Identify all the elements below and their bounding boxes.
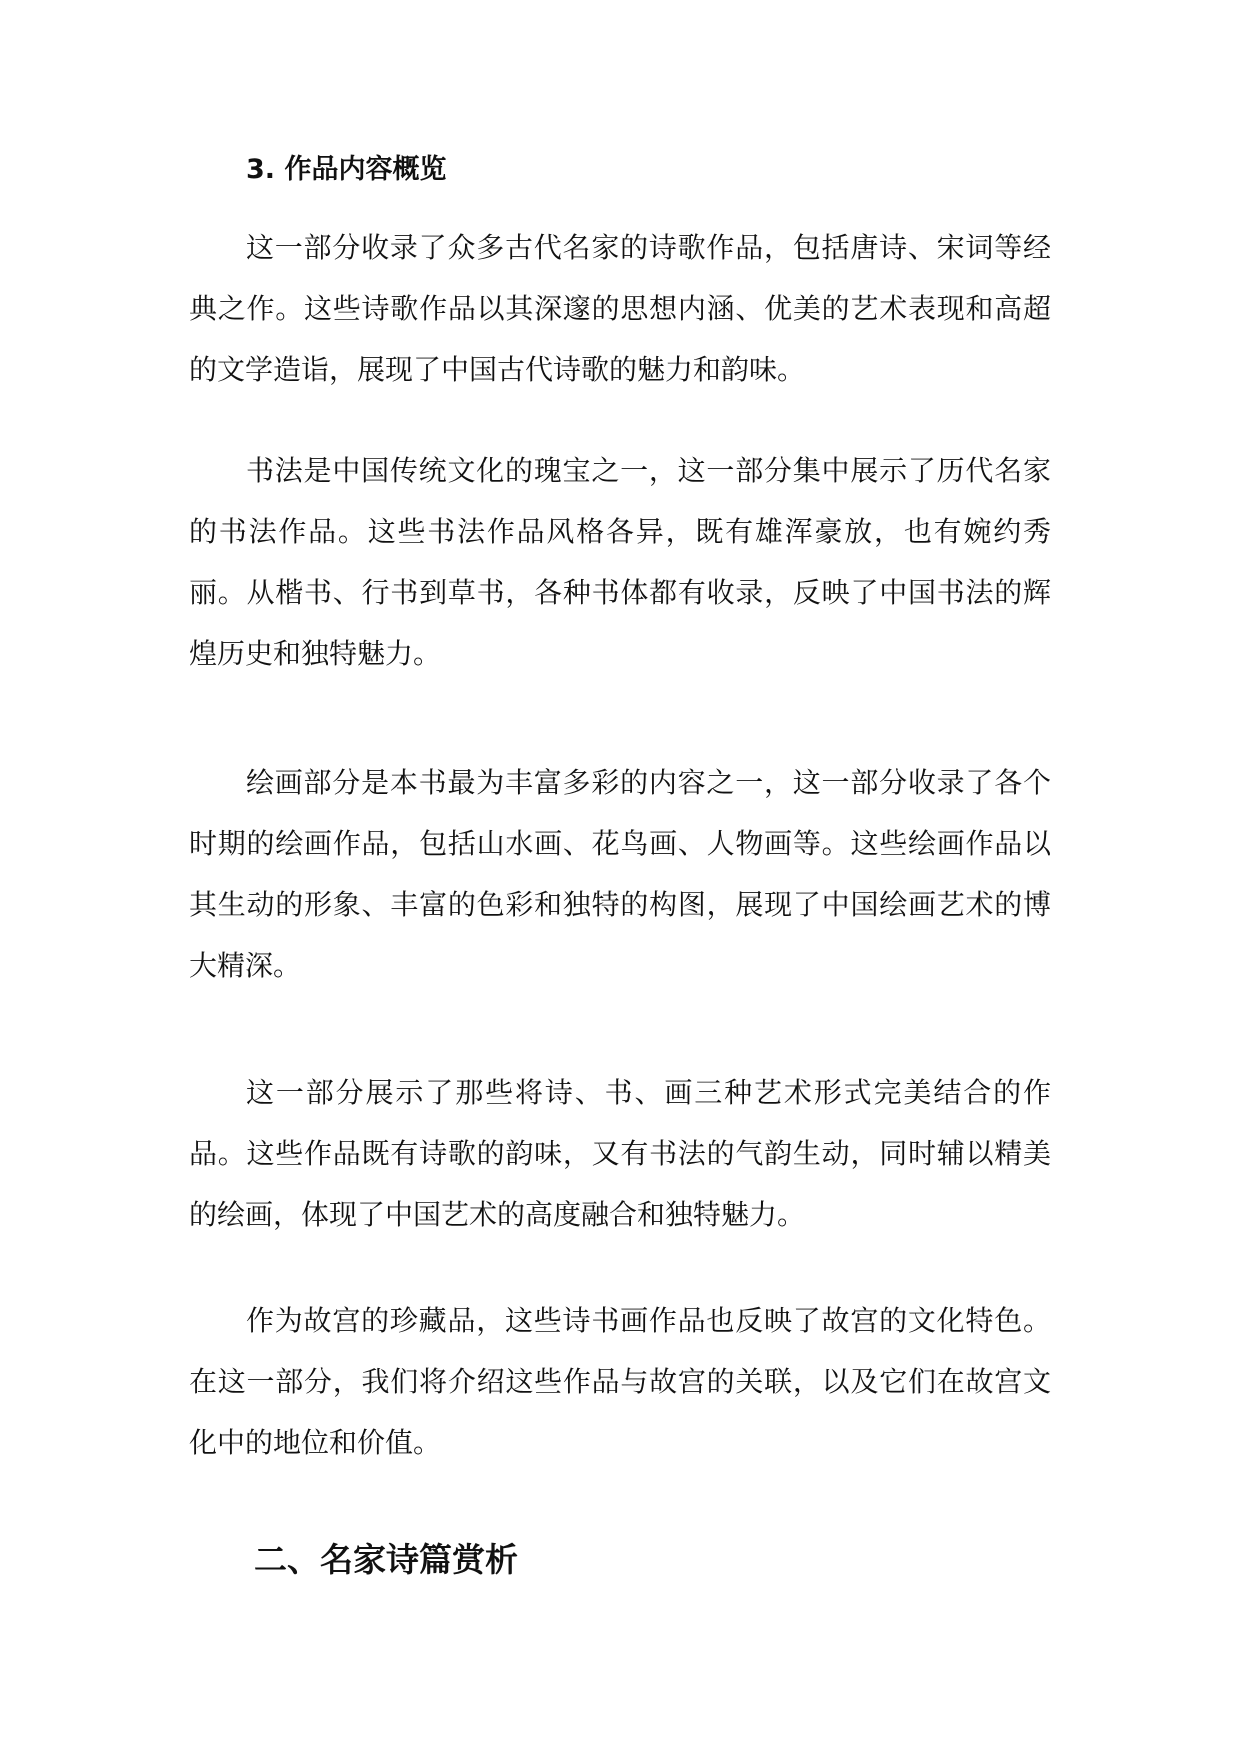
paragraph-palace-culture: 作为故宫的珍藏品，这些诗书画作品也反映了故宫的文化特色。在这一部分，我们将介绍这些作品与故宫的关联，以及它们在故宫文化中的地位和价值。 xyxy=(189,1304,1051,1459)
paragraph-combined-works: 这一部分展示了那些将诗、书、画三种艺术形式完美结合的作品。这些作品既有诗歌的韵味，又有书法的气韵生动，同时辅以精美的绘画，体现了中国艺术的高度融合和独特魅力。 xyxy=(189,1076,1051,1231)
section-heading: 3. 作品内容概览 xyxy=(246,154,447,185)
chapter-heading: 二、名家诗篇赏析 xyxy=(254,1540,518,1579)
paragraph-poetry: 这一部分收录了众多古代名家的诗歌作品，包括唐诗、宋词等经典之作。这些诗歌作品以其深邃的思想内涵、优美的艺术表现和高超的文学造诣，展现了中国古代诗歌的魅力和韵味。 xyxy=(189,231,1051,386)
paragraph-calligraphy: 书法是中国传统文化的瑰宝之一，这一部分集中展示了历代名家的书法作品。这些书法作品风格各异，既有雄浑豪放，也有婉约秀丽。从楷书、行书到草书，各种书体都有收录，反映了中国书法的辉煌历史和独特魅力。 xyxy=(189,454,1051,670)
paragraph-painting: 绘画部分是本书最为丰富多彩的内容之一，这一部分收录了各个时期的绘画作品，包括山水画、花鸟画、人物画等。这些绘画作品以其生动的形象、丰富的色彩和独特的构图，展现了中国绘画艺术的博大精深。 xyxy=(189,766,1051,982)
